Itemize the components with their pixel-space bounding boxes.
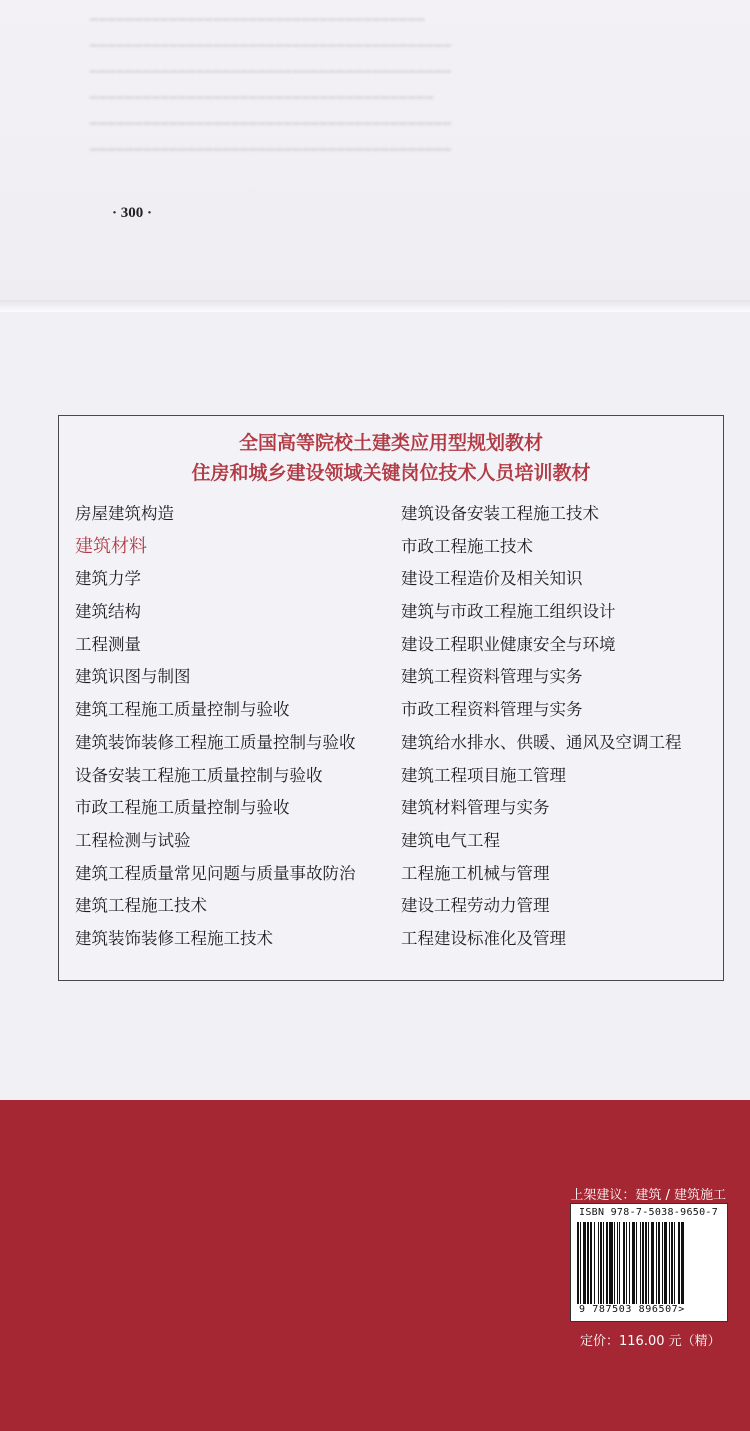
title-list-right xyxy=(401,498,721,956)
barcode-digits: 9 787503 896507> xyxy=(579,1304,685,1315)
book-title-item: 建筑识图与制图 xyxy=(75,667,191,687)
book-title-item: 工程建设标准化及管理 xyxy=(401,928,566,948)
book-title-item: 工程测量 xyxy=(75,634,141,654)
book-title-item: 市政工程施工技术 xyxy=(401,536,533,556)
book-title-item: 工程检测与试验 xyxy=(75,830,191,850)
previous-page xyxy=(0,0,750,312)
book-title-item: 建设工程造价及相关知识 xyxy=(401,569,583,589)
book-title-item: 工程施工机械与管理 xyxy=(401,863,550,883)
book-title-item: 建筑力学 xyxy=(75,569,141,589)
back-cover xyxy=(0,312,750,1431)
series-title-1: 全国高等院校土建类应用型规划教材 xyxy=(238,432,543,454)
book-title-item: 建筑工程施工质量控制与验收 xyxy=(75,700,290,720)
book-title-item: 市政工程施工质量控制与验收 xyxy=(75,798,290,818)
book-title-item: 建设工程劳动力管理 xyxy=(401,896,550,916)
book-title-item: 市政工程资料管理与实务 xyxy=(401,700,583,720)
price-label: 定价：116.00 元（精） xyxy=(580,1334,721,1349)
book-title-item: 建筑结构 xyxy=(75,602,141,622)
isbn-text: ISBN 978-7-5038-9650-7 xyxy=(579,1207,719,1218)
barcode-bar xyxy=(684,1222,685,1304)
book-title-item: 建筑装饰装修工程施工技术 xyxy=(75,928,273,948)
title-list-left xyxy=(75,498,395,956)
book-title-item: 建设工程职业健康安全与环境 xyxy=(401,634,616,654)
shelf-suggestion: 上架建议：建筑 / 建筑施工 xyxy=(570,1188,726,1203)
series-list-box xyxy=(58,415,724,981)
book-title-item: 建筑工程施工技术 xyxy=(75,896,207,916)
book-title-item: 设备安装工程施工质量控制与验收 xyxy=(75,765,323,785)
book-title-item: 建筑装饰装修工程施工质量控制与验收 xyxy=(75,732,356,752)
bleed-through-text: ━━━━━━━━━━━━━━━━━━━━━━━━━━━━━━━━━━━━━━ ━━━━━━━━━━━━━━━━━━━━━━━━━━━━━━━━━━━━━━━━━ ━━━━━━━━━━━━━━━━━━━━━━━━━━━━━━━━━━━━━━━━━ ━━━━━━━━━━━━━━━━━━━━━━━━━━━━━━━━━━━━━━━ ━━━━━━━━━━━━━━━━━━━━━━━━━━━━━━━━━━━━━━━━━ ━━━━━━━━━━━━━━━━━━━━━━━━━━━━━━━━━━━━━━━━━ xyxy=(90,13,452,158)
book-title-item: 建筑设备安装工程施工技术 xyxy=(401,504,599,523)
book-title-item: 建筑材料管理与实务 xyxy=(401,798,550,818)
book-title-item: 建筑与市政工程施工组织设计 xyxy=(401,602,616,622)
book-title-item: 建筑工程质量常见问题与质量事故防治 xyxy=(75,863,356,883)
red-band xyxy=(0,1100,750,1431)
book-title-item: 建筑工程资料管理与实务 xyxy=(401,667,583,687)
isbn-barcode xyxy=(570,1203,728,1322)
series-title-2: 住房和城乡建设领域关键岗位技术人员培训教材 xyxy=(191,462,591,484)
book-title-item: 建筑工程项目施工管理 xyxy=(401,765,566,785)
page-number: · 300 · xyxy=(112,205,153,221)
book-title-item: 房屋建筑构造 xyxy=(75,504,174,523)
barcode-bars xyxy=(577,1222,715,1304)
book-title-item: 建筑材料 xyxy=(75,535,147,557)
book-title-item: 建筑电气工程 xyxy=(401,830,500,850)
book-title-item: 建筑给水排水、供暖、通风及空调工程 xyxy=(401,732,682,752)
